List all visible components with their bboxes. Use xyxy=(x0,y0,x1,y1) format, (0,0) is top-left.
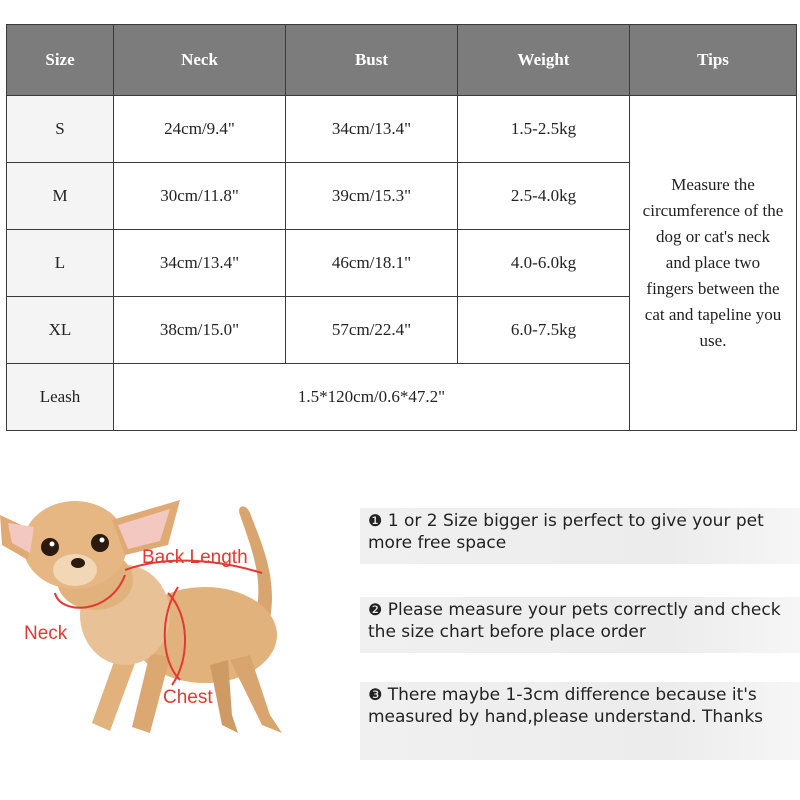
header-size: Size xyxy=(7,25,114,96)
size-cell: XL xyxy=(7,297,114,364)
table-header-row xyxy=(7,25,797,96)
note-1-text: 1 or 2 Size bigger is perfect to give your pet more free space xyxy=(368,511,764,553)
weight-cell: 2.5-4.0kg xyxy=(458,163,630,230)
bullet-1-icon: ❶ xyxy=(368,511,383,530)
size-cell: S xyxy=(7,96,114,163)
weight-cell: 6.0-7.5kg xyxy=(458,297,630,364)
note-3 xyxy=(360,682,800,760)
note-1 xyxy=(360,508,800,564)
weight-cell: 4.0-6.0kg xyxy=(458,230,630,297)
neck-cell: 38cm/15.0" xyxy=(114,297,286,364)
neck-cell: 34cm/13.4" xyxy=(114,230,286,297)
neck-cell: 24cm/9.4" xyxy=(114,96,286,163)
bust-cell: 39cm/15.3" xyxy=(286,163,458,230)
leash-value-cell: 1.5*120cm/0.6*47.2" xyxy=(114,364,630,431)
note-3-text: There maybe 1-3cm difference because it's measured by hand,please understand. Thanks xyxy=(368,685,764,727)
tips-cell xyxy=(630,96,797,431)
bust-cell: 57cm/22.4" xyxy=(286,297,458,364)
chihuahua-image xyxy=(0,475,310,755)
neck-label: Neck xyxy=(24,623,68,644)
weight-cell: 1.5-2.5kg xyxy=(458,96,630,163)
neck-cell: 30cm/11.8" xyxy=(114,163,286,230)
size-cell: L xyxy=(7,230,114,297)
size-chart-table xyxy=(6,24,797,431)
bullet-3-icon: ❸ xyxy=(368,685,383,704)
note-2-text: Please measure your pets correctly and check the size chart before place order xyxy=(368,600,781,642)
tips-text: Measure the circumference of the dog or cat's neck and place two fingers between the cat and tapeline you use. xyxy=(642,175,784,350)
dog-illustration xyxy=(0,475,310,755)
bullet-2-icon: ❷ xyxy=(368,600,383,619)
note-2 xyxy=(360,597,800,653)
leash-label-cell: Leash xyxy=(7,364,114,431)
header-neck: Neck xyxy=(114,25,286,96)
chest-label: Chest xyxy=(163,687,213,708)
table-row xyxy=(7,96,797,163)
header-bust: Bust xyxy=(286,25,458,96)
header-tips: Tips xyxy=(630,25,797,96)
bust-cell: 34cm/13.4" xyxy=(286,96,458,163)
bust-cell: 46cm/18.1" xyxy=(286,230,458,297)
header-weight: Weight xyxy=(458,25,630,96)
back-length-label: Back Length xyxy=(142,547,248,568)
size-cell: M xyxy=(7,163,114,230)
